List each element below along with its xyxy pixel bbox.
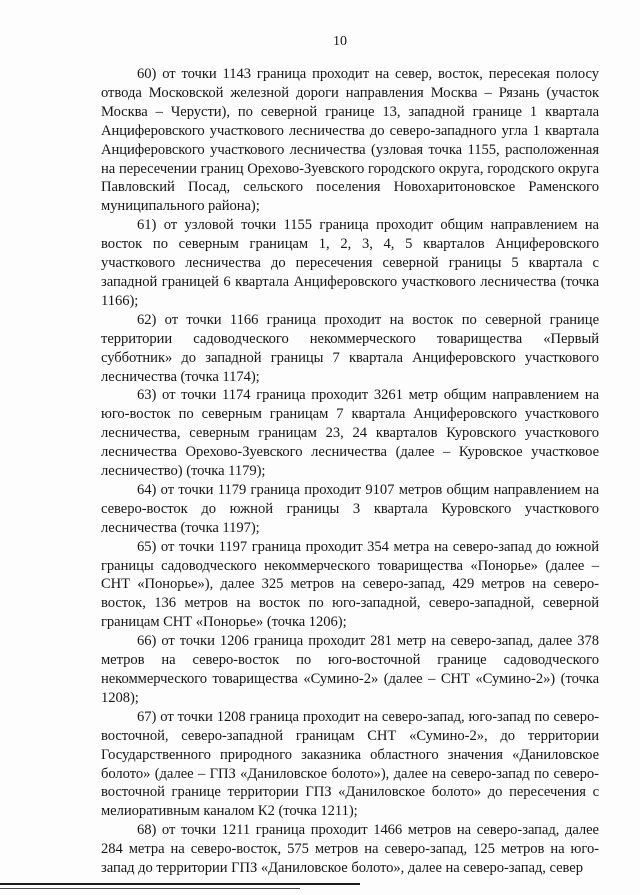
paragraph-67: 67) от точки 1208 граница проходит на северо-запад, юго-запад по северо-восточной, северо-западной границам СНТ «Сумино-2», до территории Государственного природного заказника областного значения «Даниловское болото» (далее – ГПЗ «Даниловское болото»), далее на северо-запад по северо-восточной границе территории ГПЗ «Даниловское болото» до пересечения с мелиоративным каналом К2 (точка 1211); [101, 708, 599, 820]
paragraph-65: 65) от точки 1197 граница проходит 354 метра на северо-запад до южной границы садоводческого некоммерческого товарищества «Понорье» (далее – СНТ «Понорье»), далее 325 метров на северо-запад, 429 метров на северо-восток, 136 метров на восток по юго-западной, северо-западной, северной границам СНТ «Понорье» (точка 1206); [101, 538, 599, 631]
page-bottom-edge [0, 883, 360, 885]
page-bottom-edge-shadow [0, 888, 300, 889]
paragraph-62: 62) от точки 1166 граница проходит на восток по северной границе территории садоводческого некоммерческого товарищества «Первый субботник» до западной границы 7 квартала Анциферовского участкового лесничества (точка 1174); [101, 311, 599, 385]
document-body [101, 65, 599, 878]
paragraph-61: 61) от узловой точки 1155 граница проходит общим направлением на восток по северным границам 1, 2, 3, 4, 5 кварталов Анциферовского участкового лесничества до пересечения северной границы 5 квартала с западной границей 6 квартала Анциферовского участкового лесничества (точка 1166); [101, 217, 599, 309]
paragraph-60: 60) от точки 1143 граница проходит на север, восток, пересекая полосу отвода Московской железной дороги направления Москва – Рязань (участок Москва – Черусти), по северной границе 13, западной границе 1 квартала Анциферовского участкового лесничества до северо-западного угла 1 квартала Анциферовского участкового лесничества (узловая точка 1155, расположенная на пересечении границ Орехово-Зуевского городского округа, городского округа Павловский Посад, сельского поселения Новохаритоновское Раменского муниципального района); [101, 66, 599, 215]
paragraph-64: 64) от точки 1179 граница проходит 9107 метров общим направлением на северо-восток до южной границы 3 квартала Куровского участкового лесничества (точка 1197); [101, 481, 599, 536]
paragraph-66: 66) от точки 1206 граница проходит 281 метр на северо-запад, далее 378 метров на северо-восток по юго-восточной границе садоводческого некоммерческого товарищества «Сумино-2» (далее – СНТ «Сумино-2») (точка 1208); [101, 633, 599, 706]
paragraph-63: 63) от точки 1174 граница проходит 3261 метр общим направлением на юго-восток по северным границам 7 квартала Анциферовского участкового лесничества, северным границам 23, 24 кварталов Куровского участкового лесничества Орехово-Зуевского лесничества (далее – Куровское участковое лесничество) (точка 1179); [101, 387, 599, 480]
paragraph-68: 68) от точки 1211 граница проходит 1466 метров на северо-запад, далее 284 метра на северо-восток, 575 метров на северо-запад, 125 метров на юго-запад до территории ГПЗ «Даниловское болото», далее на северо-запад, север [101, 822, 599, 877]
page-number: 10 [333, 34, 347, 49]
